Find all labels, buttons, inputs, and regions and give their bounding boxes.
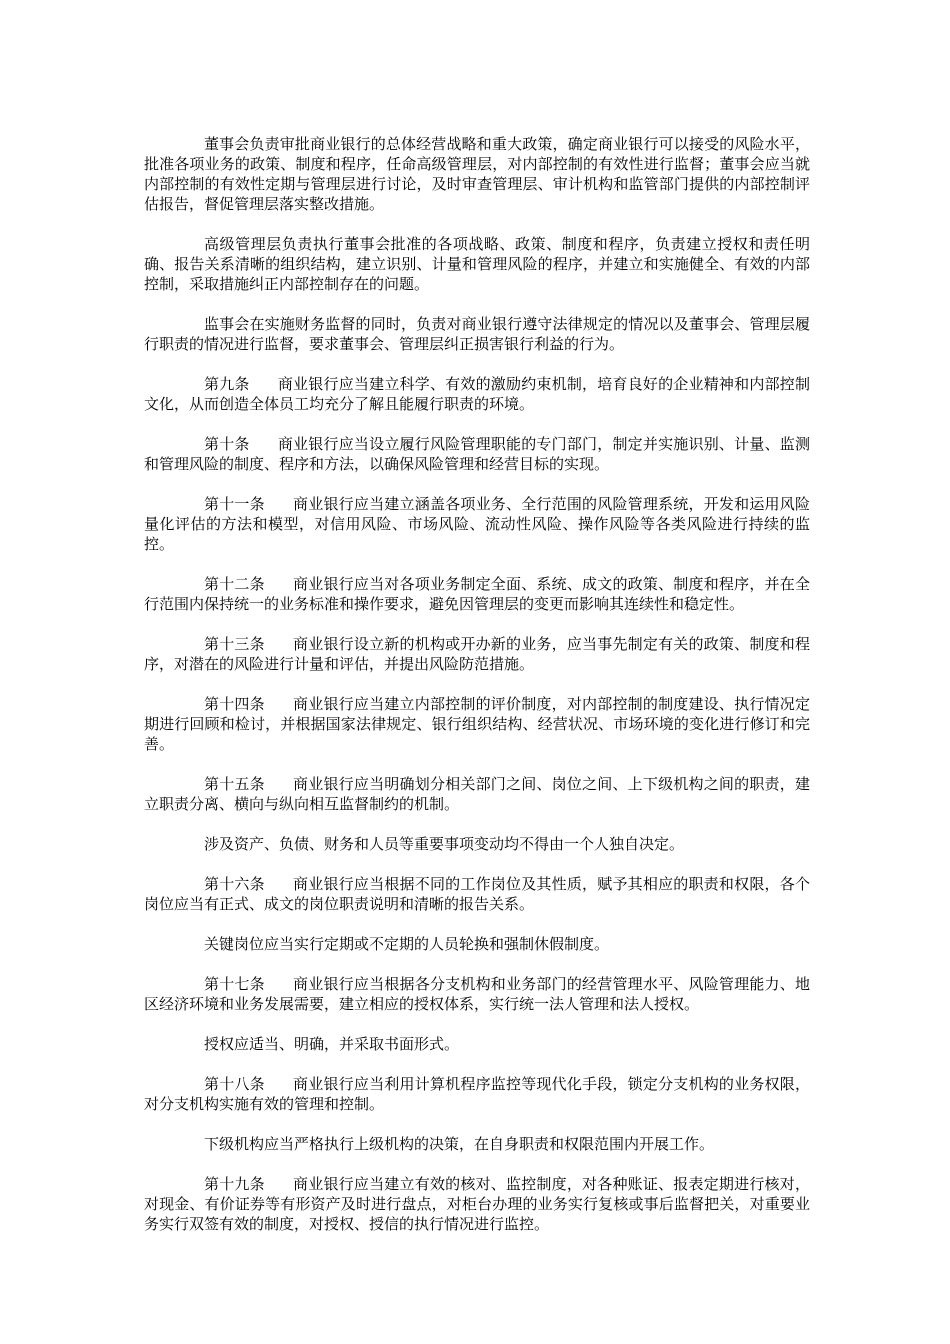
article-text: 商业银行应当对各项业务制定全面、系统、成文的政策、制度和程序，并在全行范围内保持统一的业务标准和操作要求，避免因管理层的变更而影响其连续性和稳定性。	[144, 575, 810, 613]
article-11	[144, 494, 810, 554]
article-17	[144, 974, 810, 1014]
article-number: 第十九条	[204, 1175, 265, 1193]
paragraph-text: 授权应适当、明确，并采取书面形式。	[204, 1035, 460, 1053]
paragraph-text: 高级管理层负责执行董事会批准的各项战略、政策、制度和程序，负责建立授权和责任明确、报告关系清晰的组织结构，建立识别、计量和管理风险的程序，并建立和实施健全、有效的内部控制，采取措施纠正内部控制存在的问题。	[144, 235, 810, 293]
document-page	[144, 134, 810, 1254]
article-15	[144, 774, 810, 814]
article-13	[144, 634, 810, 674]
article-18	[144, 1074, 810, 1114]
article-number: 第十八条	[204, 1075, 265, 1093]
article-16	[144, 874, 810, 914]
article-10	[144, 434, 810, 474]
article-text: 商业银行设立新的机构或开办新的业务，应当事先制定有关的政策、制度和程序，对潜在的风险进行计量和评估，并提出风险防范措施。	[144, 635, 810, 673]
article-19	[144, 1174, 810, 1234]
article-text: 商业银行应当建立内部控制的评价制度，对内部控制的制度建设、执行情况定期进行回顾和检讨，并根据国家法律规定、银行组织结构、经营状况、市场环境的变化进行修订和完善。	[144, 695, 810, 753]
paragraph-text: 涉及资产、负债、财务和人员等重要事项变动均不得由一个人独自决定。	[204, 835, 685, 853]
paragraph-senior-management	[144, 234, 810, 294]
article-text: 商业银行应当根据不同的工作岗位及其性质，赋予其相应的职责和权限，各个岗位应当有正式、成文的岗位职责说明和清晰的报告关系。	[144, 875, 810, 913]
article-number: 第十一条	[204, 495, 265, 513]
article-number: 第十五条	[204, 775, 265, 793]
paragraph-text: 监事会在实施财务监督的同时，负责对商业银行遵守法律规定的情况以及董事会、管理层履行职责的情况进行监督，要求董事会、管理层纠正损害银行利益的行为。	[144, 315, 810, 353]
article-text: 商业银行应当利用计算机程序监控等现代化手段，锁定分支机构的业务权限，对分支机构实施有效的管理和控制。	[144, 1075, 810, 1113]
article-number: 第十七条	[204, 975, 265, 993]
article-text: 商业银行应当建立涵盖各项业务、全行范围的风险管理系统，开发和运用风险量化评估的方法和模型，对信用风险、市场风险、流动性风险、操作风险等各类风险进行持续的监控。	[144, 495, 810, 553]
paragraph-board-duties	[144, 134, 810, 214]
article-text: 商业银行应当设立履行风险管理职能的专门部门，制定并实施识别、计量、监测和管理风险的制度、程序和方法，以确保风险管理和经营目标的实现。	[144, 435, 810, 473]
article-text: 商业银行应当建立科学、有效的激励约束机制，培育良好的企业精神和内部控制文化，从而创造全体员工均充分了解且能履行职责的环境。	[144, 375, 810, 413]
article-text: 商业银行应当根据各分支机构和业务部门的经营管理水平、风险管理能力、地区经济环境和业务发展需要，建立相应的授权体系，实行统一法人管理和法人授权。	[144, 975, 810, 1013]
paragraph-text: 关键岗位应当实行定期或不定期的人员轮换和强制休假制度。	[204, 935, 610, 953]
paragraph-supervisory-board	[144, 314, 810, 354]
paragraph-major-matters	[144, 834, 810, 854]
article-number: 第十二条	[204, 575, 265, 593]
paragraph-subordinate-institutions	[144, 1134, 810, 1154]
article-text: 商业银行应当明确划分相关部门之间、岗位之间、上下级机构之间的职责，建立职责分离、横向与纵向相互监督制约的机制。	[144, 775, 810, 813]
paragraph-authorization	[144, 1034, 810, 1054]
article-number: 第九条	[204, 375, 250, 393]
paragraph-text: 董事会负责审批商业银行的总体经营战略和重大政策，确定商业银行可以接受的风险水平，批准各项业务的政策、制度和程序，任命高级管理层，对内部控制的有效性进行监督；董事会应当就内部控制的有效性定期与管理层进行讨论，及时审查管理层、审计机构和监管部门提供的内部控制评估报告，督促管理层落实整改措施。	[144, 135, 810, 213]
paragraph-text: 下级机构应当严格执行上级机构的决策，在自身职责和权限范围内开展工作。	[204, 1135, 715, 1153]
article-text: 商业银行应当建立有效的核对、监控制度，对各种账证、报表定期进行核对，对现金、有价证券等有形资产及时进行盘点，对柜台办理的业务实行复核或事后监督把关，对重要业务实行双签有效的制度，对授权、授信的执行情况进行监控。	[144, 1175, 810, 1233]
article-number: 第十六条	[204, 875, 265, 893]
article-14	[144, 694, 810, 754]
article-12	[144, 574, 810, 614]
article-9	[144, 374, 810, 414]
paragraph-key-positions	[144, 934, 810, 954]
article-number: 第十条	[204, 435, 250, 453]
article-number: 第十三条	[204, 635, 265, 653]
article-number: 第十四条	[204, 695, 265, 713]
